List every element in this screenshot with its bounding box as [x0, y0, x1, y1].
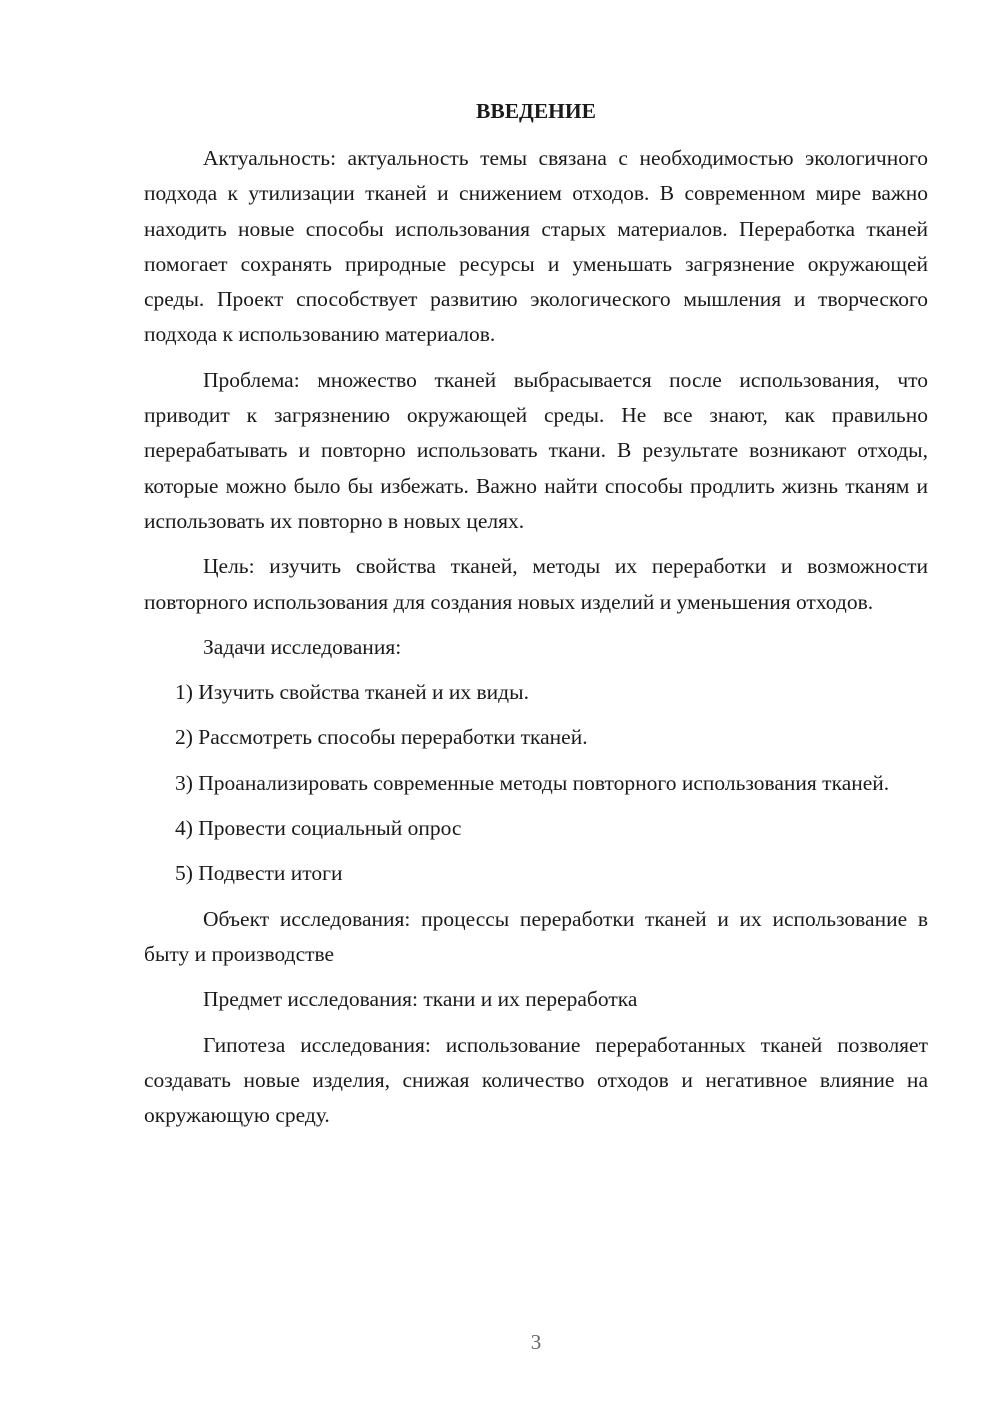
document-page [144, 94, 928, 1143]
subject-paragraph: Предмет исследования: ткани и их переработка [203, 987, 638, 1012]
list-item: 2) Рассмотреть способы переработки тканей. [175, 725, 588, 750]
task-list [144, 675, 928, 891]
problem-paragraph: Проблема: множество тканей выбрасывается после использования, что приводит к загрязнению окружающей среды. Не все знают, как правильно перерабатывать и повторно использовать ткани. В результате возникают отходы, которые можно было бы избежать. Важно найти способы продлить жизнь тканям и использовать их повторно в новых целях. [144, 367, 928, 533]
list-item: 4) Провести социальный опрос [175, 816, 462, 841]
tasks-heading: Задачи исследования: [203, 634, 402, 659]
goal-paragraph: Цель: изучить свойства тканей, методы их переработки и возможности повторного использования для создания новых изделий и уменьшения отходов. [144, 554, 928, 614]
list-item: 3) Проанализировать современные методы повторного использования тканей. [175, 770, 890, 795]
list-item: 1) Изучить свойства тканей и их виды. [175, 680, 529, 705]
document-title: ВВЕДЕНИЕ [476, 99, 596, 123]
list-item: 5) Подвести итоги [175, 861, 343, 886]
relevance-paragraph: Актуальность: актуальность темы связана с необходимостью экологичного подхода к утилизации тканей и снижением отходов. В современном мире важно находить новые способы использования старых материалов. Переработка тканей помогает сохранять природные ресурсы и уменьшать загрязнение окружающей среды. Проект способствует развитию экологического мышления и творческого подхода к использованию материалов. [144, 146, 928, 347]
object-paragraph: Объект исследования: процессы переработки тканей и их использование в быту и производстве [144, 906, 928, 966]
hypothesis-paragraph: Гипотеза исследования: использование переработанных тканей позволяет создавать новые изделия, снижая количество отходов и негативное влияние на окружающую среду. [144, 1032, 928, 1128]
page-number: 3 [530, 1330, 542, 1354]
